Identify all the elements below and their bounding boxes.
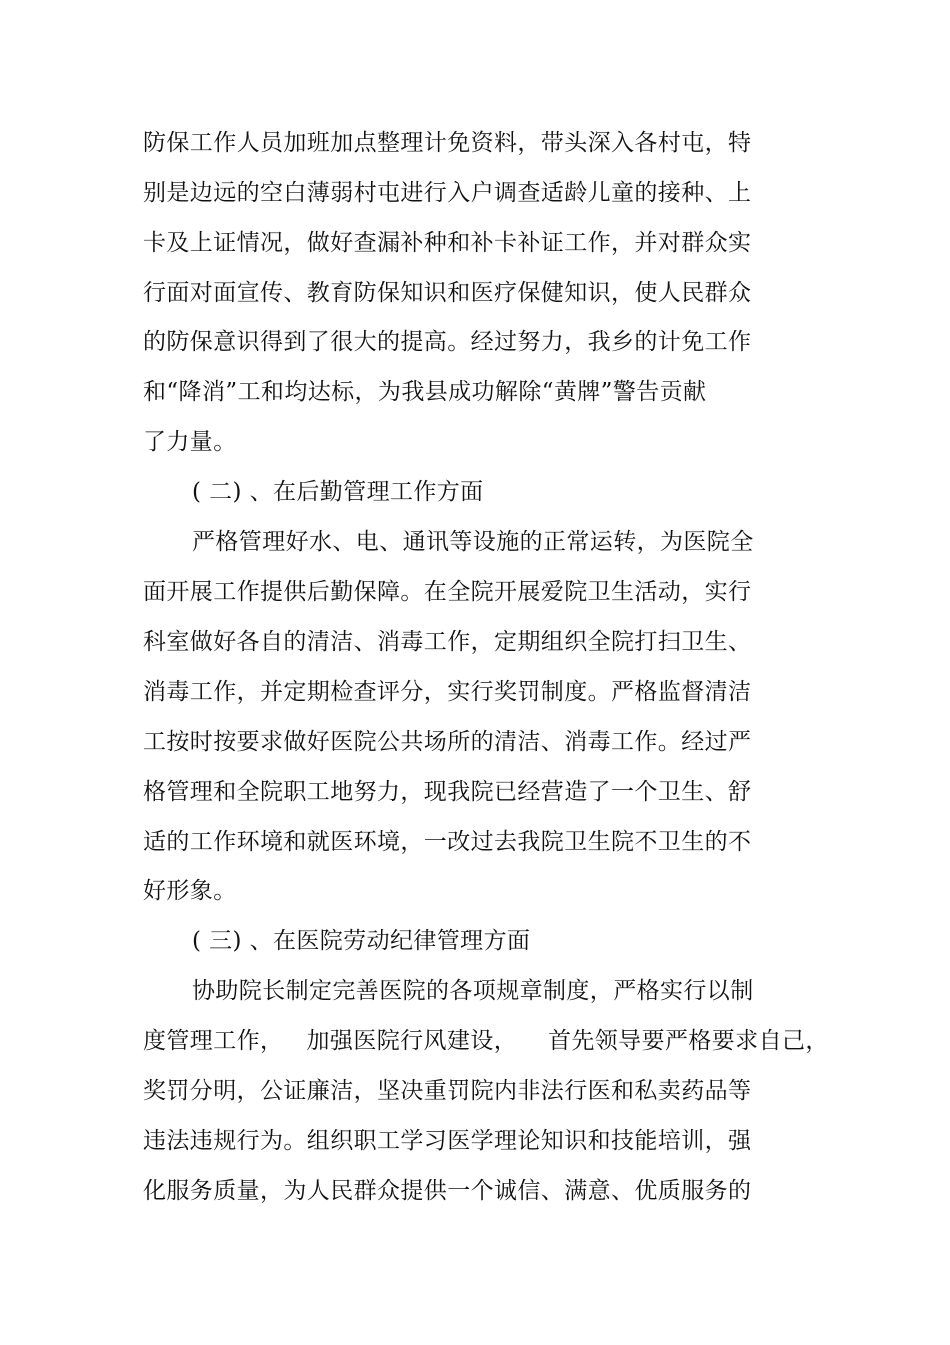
text-line: 卡及上证情况，做好查漏补种和补卡补证工作，并对群众实	[143, 230, 752, 256]
text-line: 格管理和全院职工地努力，现我院已经营造了一个卫生、舒	[143, 779, 752, 805]
text-line: 适的工作环境和就医环境，一改过去我院卫生院不卫生的不	[143, 829, 752, 855]
section-heading: ( 二) 、在后勤管理工作方面	[192, 479, 484, 505]
text-line: 化服务质量，为人民群众提供一个诚信、满意、优质服务的	[143, 1178, 752, 1204]
text-line: 消毒工作，并定期检查评分，实行奖罚制度。严格监督清洁	[143, 679, 752, 705]
section-heading: ( 三) 、在医院劳动纪律管理方面	[192, 928, 531, 954]
text-line: 别是边远的空白薄弱村屯进行入户调查适龄儿童的接种、上	[143, 180, 752, 206]
text-line: 和“降消”工和均达标，为我县成功解除“黄牌”警告贡献	[143, 379, 707, 405]
text-line: 奖罚分明，公证廉洁，坚决重罚院内非法行医和私卖药品等	[143, 1078, 752, 1104]
text-line: 工按时按要求做好医院公共场所的清洁、消毒工作。经过严	[143, 729, 752, 755]
text-line: 了力量。	[143, 429, 237, 455]
text-line: 行面对面宣传、教育防保知识和医疗保健知识，使人民群众	[143, 280, 752, 306]
text-line: 度管理工作， 加强医院行风建设， 首先领导要严格要求自己，	[143, 1028, 829, 1054]
text-line: 协助院长制定完善医院的各项规章制度，严格实行以制	[192, 978, 754, 1004]
text-line: 违法违规行为。组织职工学习医学理论知识和技能培训，强	[143, 1128, 752, 1154]
text-line: 科室做好各自的清洁、消毒工作，定期组织全院打扫卫生、	[143, 629, 752, 655]
text-line: 好形象。	[143, 878, 237, 904]
text-line: 面开展工作提供后勤保障。在全院开展爱院卫生活动，实行	[143, 579, 752, 605]
text-line: 严格管理好水、电、通讯等设施的正常运转，为医院全	[192, 529, 754, 555]
text-line: 防保工作人员加班加点整理计免资料，带头深入各村屯，特	[143, 130, 752, 156]
text-line: 的防保意识得到了很大的提高。经过努力，我乡的计免工作	[143, 329, 752, 355]
